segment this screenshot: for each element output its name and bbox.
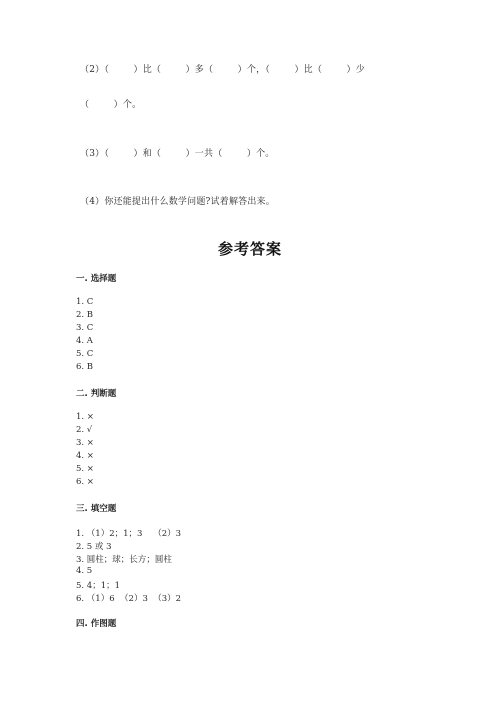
answer-item: 2. B [76,310,94,320]
question-4: （4）你还能提出什么数学问题?试着解答出来。 [80,197,275,207]
answer-item: 4. × [76,451,94,461]
answer-item: 1. × [76,412,94,422]
question-3: （3）（ ）和（ ）一共（ ）个。 [80,149,275,159]
answer-item: 6. （1）6 （2）3 （3）2 [76,594,182,604]
answer-item: 1. （1）2；1；3 （2）3 [76,529,182,539]
question-2-line-1: （2）（ ）比（ ）多（ ）个，（ ）比（ ）少 [80,65,365,75]
answer-item: 6. B [76,362,94,372]
answer-item: 6. × [76,477,94,487]
section-heading-drawing: 四. 作图题 [76,619,117,629]
answer-item: 2. √ [76,425,93,435]
answer-item: 2. 5 或 3 [76,542,112,552]
section-heading-choice: 一. 选择题 [76,274,117,284]
answer-key-title: 参考答案 [217,240,282,258]
answer-item: 3. C [76,323,94,333]
question-2-line-2: （ ）个。 [80,100,142,110]
answer-item: 5. × [76,464,94,474]
answer-item: 1. C [76,297,94,307]
answer-item: 5. C [76,349,94,359]
answer-item: 4. A [76,336,93,346]
answer-item: 4. 5 [76,566,93,576]
answer-item: 5. 4；1；1 [76,581,121,591]
section-heading-fill-in: 三. 填空题 [76,504,117,514]
answer-item: 3. × [76,438,94,448]
section-heading-judgment: 二. 判断题 [76,389,117,399]
answer-item: 3. 圆柱；球；长方；圆柱 [76,555,172,565]
